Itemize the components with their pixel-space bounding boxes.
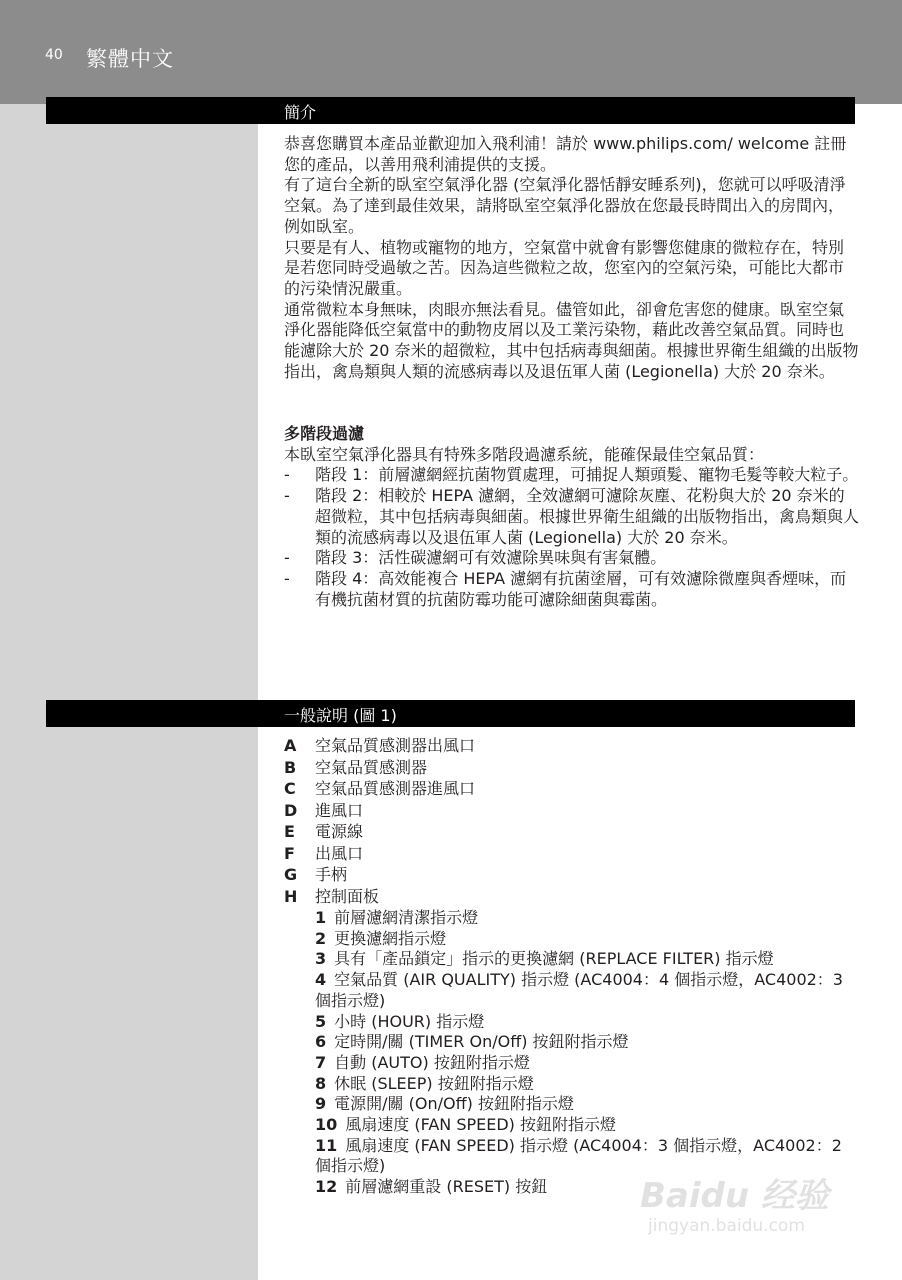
part-letter: B [284,757,297,777]
control-number: 9 [315,1094,327,1114]
control-label: 空氣品質 (AIR QUALITY) 指示燈 (AC4004：4 個指示燈，AC4002：3 個指示燈) [315,970,843,1010]
part-label: 空氣品質感測器進風口 [315,779,476,798]
part-label: 電源線 [315,822,364,841]
control-number: 4 [315,970,327,990]
control-item [284,949,859,970]
list-dash: - [284,465,290,485]
part-letter: A [284,736,297,755]
control-label: 休眠 (SLEEP) 按鈕附指示燈 [334,1073,534,1093]
part-item [284,844,859,866]
section-title-general: 一般說明 (圖 1) [284,706,397,725]
intro-paragraph: 通常微粒本身無味，肉眼亦無法看見。儘管如此，卻會危害您的健康。臥室空氣淨化器能降低空氣當中的動物皮屑以及工業污染物，藉此改善空氣品質。同時也能濾除大於 20 奈米的超微粒，其中包括病毒與細菌。根據世界衛生組織的出版物指出，禽鳥類與人類的流感病毒以及退伍軍人菌 (Legionella) 大於 20 奈米。 [284,299,859,381]
list-dash: - [284,568,290,588]
part-item [284,801,859,823]
control-number: 12 [315,1177,338,1197]
multi-stage-heading: 多階段過濾 [284,424,365,443]
control-item [284,1094,859,1115]
multi-stage-section [284,424,859,610]
stage-text: 階段 1：前層濾網經抗菌物質處理，可捕捉人類頭髮、寵物毛髮等較大粒子。 [315,465,859,485]
control-item [284,1012,859,1033]
part-letter: H [284,886,298,906]
control-label: 小時 (HOUR) 指示燈 [334,1011,485,1031]
left-margin-panel [0,104,258,1280]
part-letter: F [284,843,295,863]
stage-text: 階段 3：活性碳濾網可有效濾除異味與有害氣體。 [315,548,667,568]
intro-paragraph: 只要是有人、植物或寵物的地方，空氣當中就會有影響您健康的微粒存在，特別是若您同時受過敏之苦。因為這些微粒之故，您室內的空氣污染，可能比大都市的污染情況嚴重。 [284,237,845,298]
control-number: 10 [315,1115,338,1135]
control-number: 5 [315,1011,327,1031]
part-label: 空氣品質感測器出風口 [315,736,476,755]
part-label: 進風口 [315,800,364,820]
parts-list [284,736,859,1198]
control-label: 具有「產品鎖定」指示的更換濾網 (REPLACE FILTER) 指示燈 [334,949,774,969]
control-label: 前層濾網清潔指示燈 [334,908,479,927]
control-item [284,970,859,1011]
control-number: 7 [315,1052,327,1072]
control-number: 8 [315,1073,327,1093]
stage-text: 階段 2：相較於 HEPA 濾網，全效濾網可濾除灰塵、花粉與大於 20 奈米的超微粒，其中包括病毒與細菌。根據世界衛生組織的出版物指出，禽鳥類與人類的流感病毒以及退伍軍人菌 (Legionella) 大於 20 奈米。 [315,486,860,547]
section-bar-intro [46,97,855,124]
stage-item [284,465,859,486]
multi-stage-intro: 本臥室空氣淨化器具有特殊多階段過濾系統，能確保最佳空氣品質： [284,444,765,464]
watermark-logo-text: Baidu 经验 [640,1176,829,1216]
intro-paragraph: 恭喜您購買本產品並歡迎加入飛利浦！請於 www.philips.com/ welcome 註冊您的產品，以善用飛利浦提供的支援。 [284,134,847,174]
part-item [284,779,859,801]
control-item [284,1053,859,1074]
control-label: 定時開/關 (TIMER On/Off) 按鈕附指示燈 [334,1032,629,1052]
part-label: 出風口 [315,843,364,863]
control-number: 6 [315,1032,327,1052]
part-letter: D [284,800,298,820]
control-item [284,929,859,950]
intro-body [284,134,859,382]
stage-text: 階段 4：高效能複合 HEPA 濾網有抗菌塗層，可有效濾除微塵與香煙味，而有機抗菌材質的抗菌防霉功能可濾除細菌與霉菌。 [315,568,847,609]
part-item [284,887,859,909]
control-label: 風扇速度 (FAN SPEED) 按鈕附指示燈 [345,1115,617,1135]
control-label: 更換濾網指示燈 [334,928,447,948]
baidu-watermark [640,1168,860,1248]
control-label: 風扇速度 (FAN SPEED) 指示燈 (AC4004：3 個指示燈，AC4002：2 個指示燈) [315,1135,842,1176]
part-item [284,758,859,780]
watermark-url: jingyan.baidu.com [648,1216,805,1236]
control-item [284,908,859,929]
part-item [284,736,859,758]
part-letter: C [284,779,296,798]
section-title-intro: 簡介 [284,103,317,122]
list-dash: - [284,548,290,568]
section-bar-general [46,700,855,727]
page-number: 40 [45,47,63,63]
part-label: 空氣品質感測器 [315,757,428,777]
control-number: 2 [315,928,327,948]
control-item [284,1032,859,1053]
header-bar [0,0,902,104]
part-letter: E [284,822,295,841]
control-item [284,1074,859,1095]
control-label: 自動 (AUTO) 按鈕附指示燈 [334,1052,530,1072]
list-dash: - [284,486,290,506]
control-number: 1 [315,908,327,927]
part-label: 手柄 [315,865,348,884]
language-label: 繁體中文 [86,47,174,71]
stage-item [284,486,859,548]
part-item [284,865,859,887]
part-label: 控制面板 [315,886,380,906]
control-number: 3 [315,949,327,969]
part-item [284,822,859,844]
control-item [284,1115,859,1136]
control-number: 11 [315,1135,338,1155]
stage-item [284,548,859,569]
control-label: 電源開/關 (On/Off) 按鈕附指示燈 [334,1094,574,1114]
intro-paragraph: 有了這台全新的臥室空氣淨化器 (空氣淨化器恬靜安睡系列)，您就可以呼吸清淨空氣。為了達到最佳效果，請將臥室空氣淨化器放在您最長時間出入的房間內，例如臥室。 [284,175,846,236]
part-letter: G [284,865,298,884]
control-label: 前層濾網重設 (RESET) 按鈕 [345,1177,548,1197]
stage-item [284,569,859,610]
